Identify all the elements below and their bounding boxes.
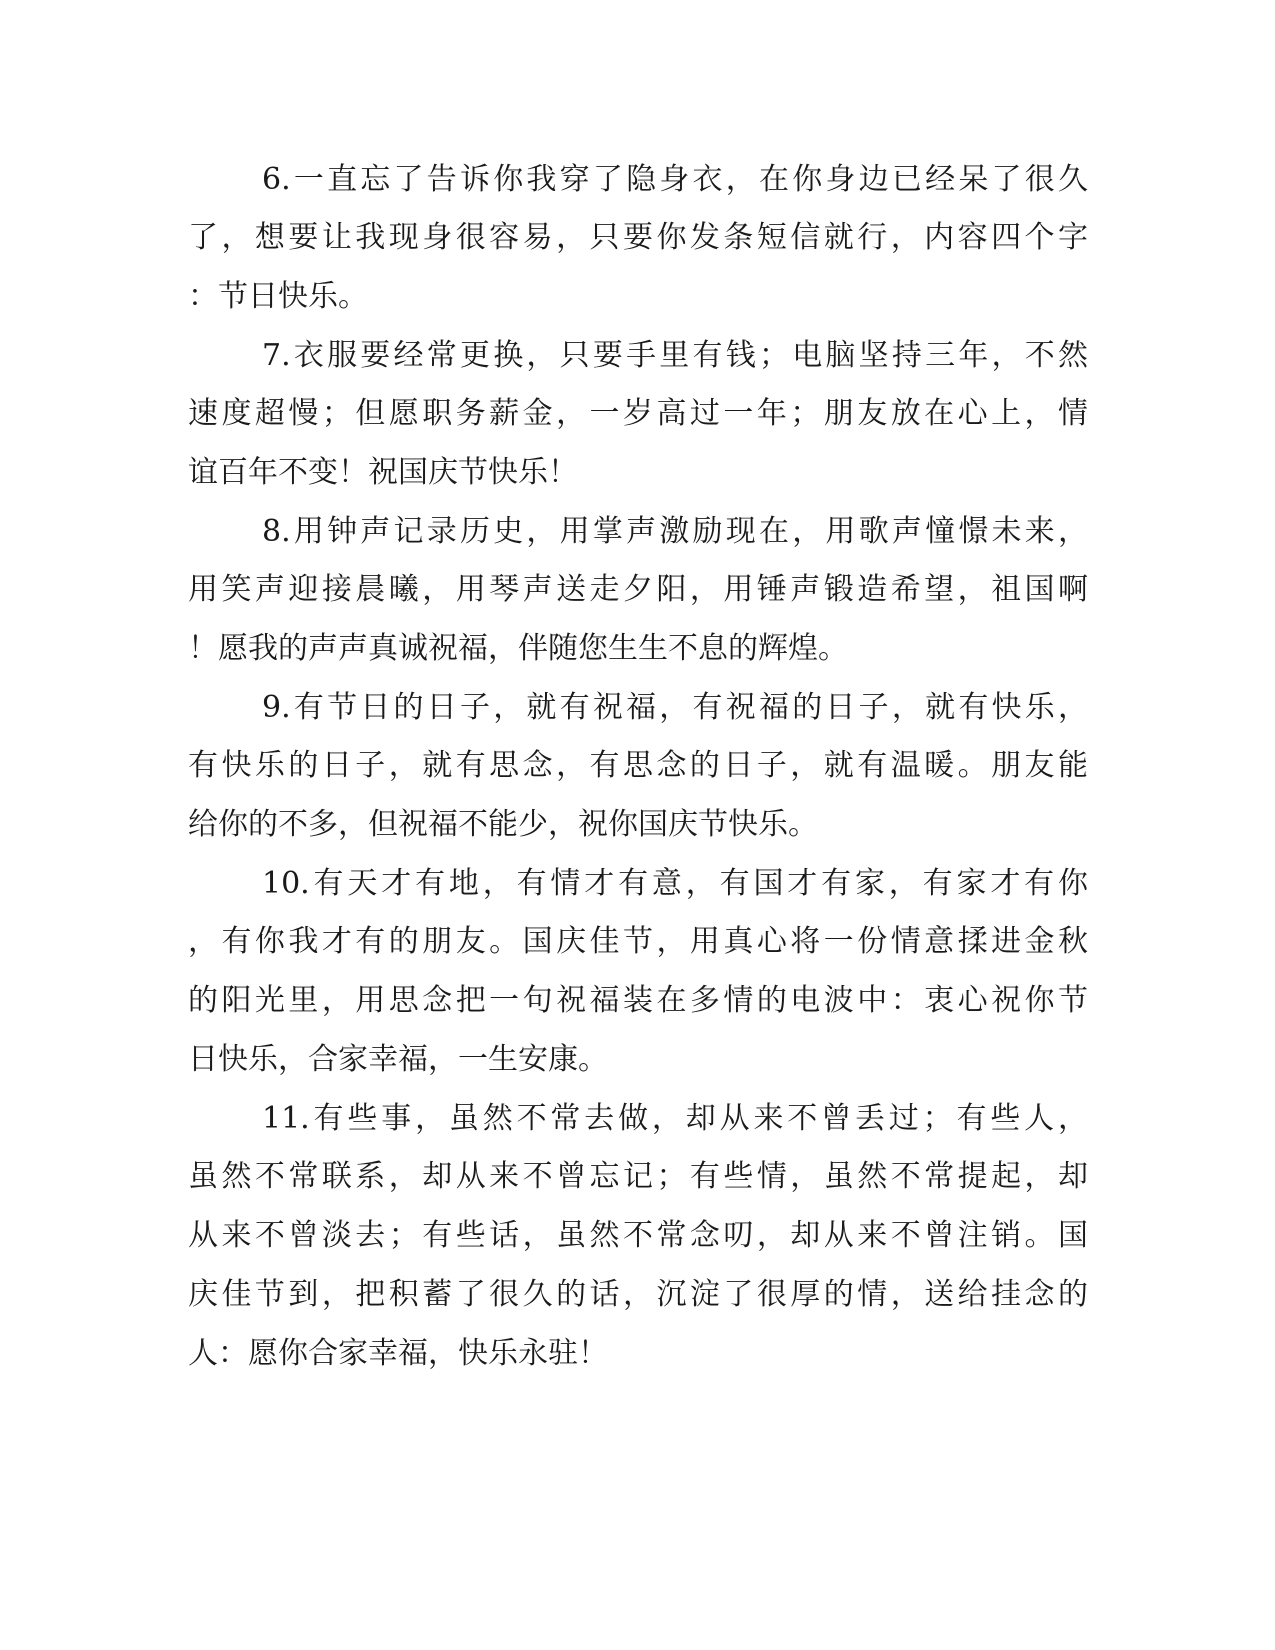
paragraph-10-line-1: 10.有天才有地，有情才有意，有国才有家，有家才有你 <box>262 866 1088 901</box>
paragraph-10-line-2: ，有你我才有的朋友。国庆佳节，用真心将一份情意揉进金秋 <box>188 924 1088 959</box>
paragraph-9-line-1: 9.有节日的日子，就有祝福，有祝福的日子，就有快乐， <box>262 690 1088 725</box>
paragraph-8-line-2: 用笑声迎接晨曦，用琴声送走夕阳，用锤声锻造希望，祖国啊 <box>188 572 1088 607</box>
paragraph-8-line-1: 8.用钟声记录历史，用掌声激励现在，用歌声憧憬未来， <box>262 514 1088 549</box>
paragraph-11-line-2: 虽然不常联系，却从来不曾忘记；有些情，虽然不常提起，却 <box>188 1159 1088 1194</box>
paragraph-11-line-4: 庆佳节到，把积蓄了很久的话，沉淀了很厚的情，送给挂念的 <box>188 1277 1088 1312</box>
paragraph-6-line-3: ：节日快乐。 <box>188 279 368 314</box>
paragraph-7-line-1: 7.衣服要经常更换，只要手里有钱；电脑坚持三年，不然 <box>262 338 1088 373</box>
paragraph-9-line-2: 有快乐的日子，就有思念，有思念的日子，就有温暖。朋友能 <box>188 748 1088 783</box>
paragraph-7-line-2: 速度超慢；但愿职务薪金，一岁高过一年；朋友放在心上，情 <box>188 396 1088 431</box>
paragraph-11-line-3: 从来不曾淡去；有些话，虽然不常念叨，却从来不曾注销。国 <box>188 1218 1088 1253</box>
paragraph-10-line-4: 日快乐，合家幸福，一生安康。 <box>188 1042 608 1077</box>
paragraph-10-line-3: 的阳光里，用思念把一句祝福装在多情的电波中：衷心祝你节 <box>188 983 1088 1018</box>
paragraph-7-line-3: 谊百年不变！祝国庆节快乐！ <box>188 455 578 490</box>
paragraph-8-line-3: ！愿我的声声真诚祝福，伴随您生生不息的辉煌。 <box>188 631 848 666</box>
paragraph-11-line-1: 11.有些事，虽然不常去做，却从来不曾丢过；有些人， <box>262 1101 1088 1136</box>
paragraph-11-line-5: 人：愿你合家幸福，快乐永驻！ <box>188 1336 608 1371</box>
paragraph-6-line-2: 了，想要让我现身很容易，只要你发条短信就行，内容四个字 <box>188 220 1088 255</box>
paragraph-9-line-3: 给你的不多，但祝福不能少，祝你国庆节快乐。 <box>188 807 818 842</box>
paragraph-6-line-1: 6.一直忘了告诉你我穿了隐身衣，在你身边已经呆了很久 <box>262 162 1088 197</box>
